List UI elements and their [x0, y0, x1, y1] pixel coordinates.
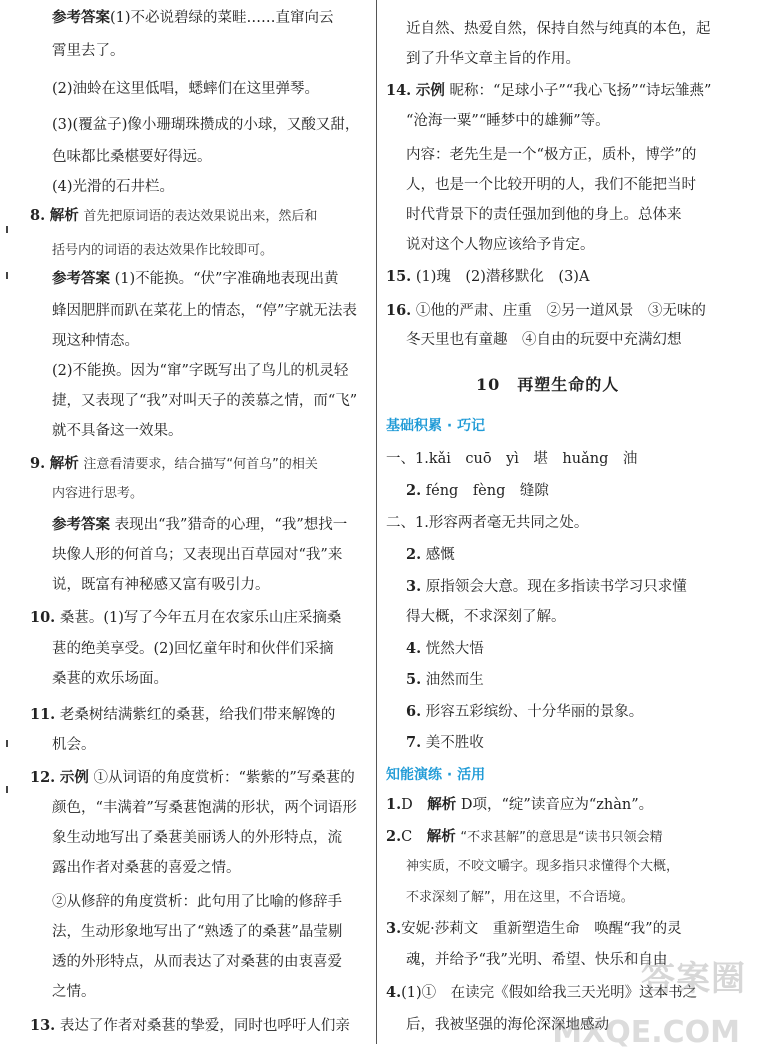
- text-line: 现这种情态。: [52, 333, 139, 349]
- question-number: 15.: [386, 268, 412, 285]
- text-line: (3)(覆盆子)像小珊瑚珠攒成的小球，又酸又甜，: [52, 117, 360, 133]
- list-item: [406, 634, 484, 664]
- item-number: 1.: [386, 796, 402, 813]
- text: kǎi cuō yì 堪 huǎng 油: [428, 451, 638, 467]
- question-12: [30, 763, 355, 793]
- text: 形容五彩缤纷、十分华丽的景象。: [425, 704, 644, 720]
- list-item: [386, 444, 637, 474]
- text-line: ②从修辞的角度赏析：此句用了比喻的修辞手: [52, 894, 342, 910]
- text-line: 桑葚的欢乐场面。: [52, 671, 168, 687]
- question-number: 11.: [30, 706, 56, 723]
- analysis-label: 解析: [49, 455, 79, 472]
- text-line: 之情。: [52, 984, 96, 1000]
- answer-line: [52, 3, 334, 33]
- item-number: 5.: [406, 671, 422, 688]
- text-line: 就不具备这一效果。: [52, 423, 183, 439]
- margin-mark: [6, 740, 8, 747]
- item-number: 4.: [406, 640, 422, 657]
- section-heading: 知能演练 · 活用: [386, 767, 486, 783]
- text-line: 到了升华文章主旨的作用。: [406, 51, 580, 67]
- text: (1)不必说碧绿的菜畦……直窜向云: [110, 10, 334, 26]
- text-line: 说，既富有神秘感又富有吸引力。: [52, 577, 270, 593]
- text-line: 后，我被坚强的海伦深深地感动: [406, 1017, 609, 1033]
- text-line: (4)光滑的石井栏。: [52, 179, 175, 195]
- column-divider: [376, 0, 377, 1044]
- answer-label: 参考答案: [52, 9, 110, 26]
- text-line: 法，生动形象地写出了“熟透了的桑葚”晶莹剔: [52, 924, 343, 940]
- text-line: 霄里去了。: [52, 43, 125, 59]
- margin-mark: [6, 272, 8, 279]
- text: 表达了作者对桑葚的挚爱，同时也呼吁人们亲: [59, 1018, 350, 1034]
- text: 原指领会大意。现在多指读书学习只求懂: [425, 579, 687, 595]
- text: 安妮·莎莉文 重新塑造生命 唤醒“我”的灵: [401, 921, 682, 937]
- text-line: 色味都比桑椹要好得远。: [52, 149, 212, 165]
- question-number: 12.: [30, 769, 56, 786]
- text-line: 内容：老先生是一个“极方正，质朴，博学”的: [406, 147, 697, 163]
- question-15: [386, 262, 589, 292]
- text-line: 人，也是一个比较开明的人，我们不能把当时: [406, 177, 696, 193]
- choice: C: [401, 829, 413, 845]
- question-number: 9.: [30, 455, 46, 472]
- item-number: 7.: [406, 734, 422, 751]
- text-line: 得大概，不求深刻了解。: [406, 609, 566, 625]
- answer-label: 参考答案: [52, 516, 110, 533]
- example-label: 示例: [59, 769, 89, 786]
- text-line: 说对这个人物应该给予肯定。: [406, 237, 595, 253]
- answer-label: 参考答案: [52, 270, 110, 287]
- item-number: 2.: [406, 482, 422, 499]
- list-item: [406, 476, 549, 506]
- margin-mark: [6, 786, 8, 793]
- text-line: (2)油蛉在这里低唱，蟋蟀们在这里弹琴。: [52, 81, 320, 97]
- question-number: 16.: [386, 302, 412, 319]
- answer-line: [52, 264, 338, 294]
- text-line: 颜色，“丰满着”写桑葚饱满的形状，两个词语形: [52, 800, 357, 816]
- list-item: [406, 572, 687, 602]
- text: ①他的严肃、庄重 ②另一道风景 ③无味的: [415, 303, 706, 319]
- item-number: 6.: [406, 703, 422, 720]
- choice: D: [401, 797, 413, 813]
- item-number: 3.: [386, 920, 402, 937]
- item-number: 4.: [386, 984, 402, 1001]
- item-number: 3.: [406, 578, 422, 595]
- question-number: 14.: [386, 82, 412, 99]
- answer-line: [52, 510, 347, 540]
- item-number: 一、1.: [386, 451, 429, 467]
- text: féng fèng 缝隙: [425, 483, 549, 499]
- text-line: 露出作者对桑葚的喜爱之情。: [52, 860, 241, 876]
- text-line: 括号内的词语的表达效果作比较即可。: [52, 243, 274, 258]
- item-number: 2.: [386, 828, 402, 845]
- text-line: 蜂因肥胖而趴在菜花上的情态，“停”字就无法表: [52, 303, 357, 319]
- question-number: 13.: [30, 1017, 56, 1034]
- watermark-url: MXQE.COM: [552, 1015, 740, 1050]
- question-9: [30, 449, 318, 480]
- text-line: 透的外形特点，从而表达了对桑葚的由衷喜爱: [52, 954, 342, 970]
- text-line: (2)不能换。因为“窜”字既写出了鸟儿的机灵轻: [52, 363, 349, 379]
- question-number: 8.: [30, 207, 46, 224]
- lesson-title: 10 再塑生命的人: [476, 375, 620, 394]
- text: 感慨: [425, 547, 455, 563]
- exercise-1: [386, 790, 653, 820]
- text: D项，“绽”读音应为“zhàn”。: [460, 797, 654, 813]
- text-line: 冬天里也有童趣 ④自由的玩耍中充满幻想: [406, 332, 682, 348]
- text-line: 葚的绝美享受。(2)回忆童年时和伙伴们采摘: [52, 641, 334, 657]
- text: 老桑树结满紫红的桑葚，给我们带来解馋的: [59, 707, 336, 723]
- text-line: 机会。: [52, 737, 96, 753]
- text-line: 块像人形的何首乌；又表现出百草园对“我”来: [52, 547, 343, 563]
- text: 形容两者毫无共同之处。: [428, 515, 589, 531]
- analysis-label: 解析: [427, 796, 457, 813]
- question-8: [30, 201, 317, 232]
- text-line: “沧海一粟”“睡梦中的雄狮”等。: [406, 113, 610, 129]
- question-number: 10.: [30, 609, 56, 626]
- text: 首先把原词语的表达效果说出来，然后和: [83, 209, 318, 224]
- text-line: 捷，又表现了“我”对叫天子的羡慕之情，而“飞”: [52, 393, 358, 409]
- text: ①从词语的角度赏析：“紫紫的”写桑葚的: [93, 770, 355, 786]
- text: (1)不能换。“伏”字准确地表现出黄: [114, 271, 339, 287]
- exercise-2: [386, 822, 663, 853]
- analysis-label: 解析: [426, 828, 456, 845]
- list-item: [406, 665, 484, 695]
- text-line: 神实质，不咬文嚼字。现多指只求懂得个大概，: [406, 859, 680, 874]
- text: “不求甚解”的意思是“读书只领会精: [460, 830, 663, 845]
- example-label: 示例: [415, 82, 445, 99]
- text: 表现出“我”猎奇的心理，“我”想找一: [114, 517, 348, 533]
- text: (1)① 在读完《假如给我三天光明》这本书之: [401, 985, 698, 1001]
- text: (1)瑰 (2)潜移默化 (3)A: [415, 269, 590, 285]
- text-line: 近自然、热爱自然，保持自然与纯真的本色，起: [406, 21, 711, 37]
- analysis-label: 解析: [49, 207, 79, 224]
- text-line: 时代背景下的责任强加到他的身上。总体来: [406, 207, 682, 223]
- text: 美不胜收: [425, 735, 484, 751]
- question-11: [30, 700, 335, 730]
- list-item: [406, 697, 643, 727]
- text-line: 内容进行思考。: [52, 486, 144, 501]
- watermark: 答案圈: [641, 959, 746, 999]
- question-14: [386, 76, 711, 106]
- list-item: [386, 508, 588, 538]
- question-16: [386, 296, 706, 326]
- text-line: 象生动地写出了桑葚美丽诱人的外形特点，流: [52, 830, 342, 846]
- section-heading: 基础积累 · 巧记: [386, 418, 486, 434]
- question-13: [30, 1011, 350, 1041]
- text: 油然而生: [425, 672, 484, 688]
- text: 恍然大悟: [425, 641, 484, 657]
- text: 昵称：“足球小子”“我心飞扬”“诗坛雏燕”: [449, 83, 712, 99]
- list-item: [406, 540, 455, 570]
- exercise-3: [386, 914, 682, 944]
- question-10: [30, 603, 341, 633]
- item-number: 二、1.: [386, 515, 429, 531]
- list-item: [406, 728, 484, 758]
- text-line: 不求深刻了解”，用在这里，不合语境。: [406, 890, 634, 905]
- margin-mark: [6, 226, 8, 233]
- item-number: 2.: [406, 546, 422, 563]
- text: 桑葚。(1)写了今年五月在农家乐山庄采摘桑: [59, 610, 342, 626]
- text-line: 魂，并给予“我”光明、希望、快乐和自由: [406, 952, 668, 968]
- text: 注意看清要求，结合描写“何首乌”的相关: [83, 457, 318, 472]
